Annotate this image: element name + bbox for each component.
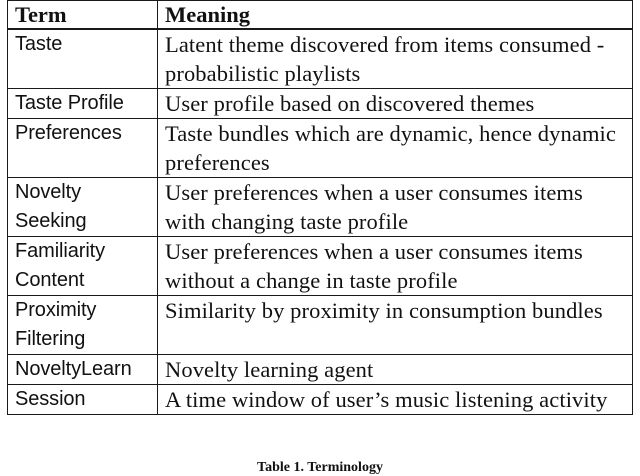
table-row [8, 296, 633, 355]
meaning-cell: User preferences when a user consumes items without a change in taste profile [158, 237, 633, 296]
meaning-cell: A time window of user’s music listening activity [158, 385, 633, 415]
table-row [8, 119, 633, 178]
table-row [8, 237, 633, 296]
term-cell: Preferences [8, 119, 158, 178]
table-row [8, 355, 633, 385]
meaning-cell: User preferences when a user consumes items with changing taste profile [158, 178, 633, 237]
table-row [8, 385, 633, 415]
meaning-cell: Similarity by proximity in consumption bundles [158, 296, 633, 355]
header-term: Term [8, 1, 158, 30]
term-cell: Session [8, 385, 158, 415]
table-caption: Table 1. Terminology [257, 460, 383, 475]
meaning-cell: Taste bundles which are dynamic, hence dynamic preferences [158, 119, 633, 178]
table-header-row [8, 1, 633, 30]
meaning-cell: Latent theme discovered from items consumed - probabilistic playlists [158, 29, 633, 89]
meaning-cell: Novelty learning agent [158, 355, 633, 385]
term-cell: NoveltyLearn [8, 355, 158, 385]
table-row [8, 29, 633, 89]
term-cell: Taste [8, 29, 158, 89]
terminology-table-container [7, 0, 633, 415]
term-cell: Novelty Seeking [8, 178, 158, 237]
meaning-cell: User profile based on discovered themes [158, 89, 633, 119]
term-cell: Proximity Filtering [8, 296, 158, 355]
term-cell: Familiarity Content [8, 237, 158, 296]
table-row [8, 89, 633, 119]
header-meaning: Meaning [158, 1, 633, 30]
table-row [8, 178, 633, 237]
terminology-table [7, 0, 633, 415]
term-cell: Taste Profile [8, 89, 158, 119]
